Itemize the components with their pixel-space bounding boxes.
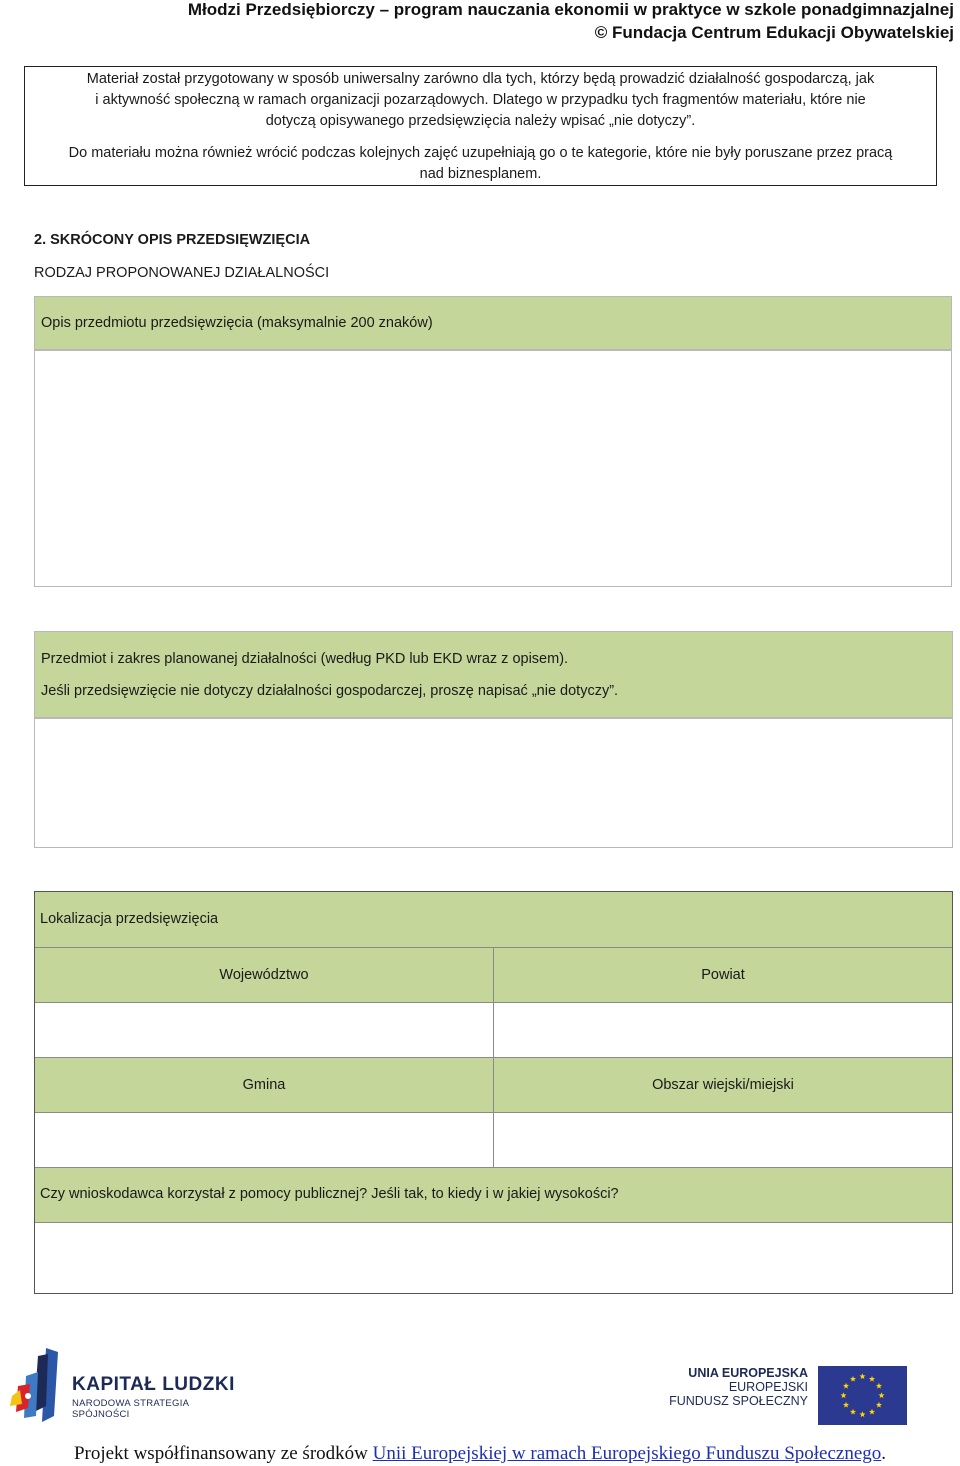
kapital-ludzki-logo: [8, 1346, 248, 1426]
description-input-area[interactable]: [34, 350, 952, 587]
notice-line: Do materiału można również wrócić podczas kolejnych zajęć uzupełniają go o te kategorie, które nie były poruszane przez pracą: [68, 145, 893, 161]
notice-line: nad biznesplanem.: [419, 166, 542, 182]
voivodeship-label: Województwo: [219, 967, 309, 983]
voivodeship-input[interactable]: [35, 1003, 493, 1057]
eu-fund-text: [660, 1366, 808, 1426]
description-label-cell: [34, 296, 952, 350]
public-aid-label-row: [35, 1168, 952, 1222]
county-label: Powiat: [701, 967, 745, 983]
eu-line2: EUROPEJSKI: [728, 1380, 808, 1394]
description-label: Opis przedmiotu przedsięwzięcia (maksymalnie 200 znaków): [41, 315, 433, 331]
location-label: Lokalizacja przedsięwzięcia: [40, 911, 219, 927]
footer-prefix: Projekt współfinansowany ze środków: [73, 1443, 373, 1464]
area-type-input[interactable]: [494, 1113, 952, 1167]
scope-label-line2: Jeśli przedsięwzięcie nie dotyczy działalności gospodarczej, proszę napisać „nie dotyczy”.: [41, 683, 619, 699]
kapital-ludzki-subtitle: NARODOWA STRATEGIA SPÓJNOŚCI: [72, 1398, 189, 1420]
document-header-copyright: © Fundacja Centrum Edukacji Obywatelskiej: [594, 23, 954, 42]
notice-box: [24, 66, 937, 186]
location-label-row: [35, 892, 952, 947]
eu-flag-icon: [818, 1366, 907, 1425]
location-table: [34, 891, 953, 1294]
section-subtitle: RODZAJ PROPONOWANEJ DZIAŁALNOŚCI: [34, 265, 330, 281]
scope-input-area[interactable]: [34, 718, 953, 848]
footer-cofinancing-note: [0, 1443, 960, 1465]
county-input[interactable]: [494, 1003, 952, 1057]
scope-label-line1: Przedmiot i zakres planowanej działalności (według PKD lub EKD wraz z opisem).: [41, 651, 569, 667]
footer-link[interactable]: Unii Europejskiej w ramach Europejskiego Funduszu Społecznego: [372, 1443, 882, 1464]
kapital-ludzki-title: KAPITAŁ LUDZKI: [72, 1374, 235, 1395]
area-type-label: Obszar wiejski/miejski: [652, 1077, 794, 1093]
municipality-label: Gmina: [242, 1077, 286, 1093]
notice-line: Materiał został przygotowany w sposób uniwersalny zarówno dla tych, którzy będą prowadzić działalność gospodarczą, jak: [86, 71, 875, 87]
eu-line3: FUNDUSZ SPOŁECZNY: [669, 1394, 808, 1408]
scope-label-cell: [34, 631, 953, 718]
footer-suffix: .: [881, 1443, 887, 1464]
eu-line1: UNIA EUROPEJSKA: [688, 1366, 808, 1380]
public-aid-label: Czy wnioskodawca korzystał z pomocy publicznej? Jeśli tak, to kiedy i w jakiej wysokości?: [40, 1186, 619, 1202]
kapital-ludzki-emblem-icon: [8, 1346, 70, 1424]
document-header-title: Młodzi Przedsiębiorczy – program nauczania ekonomii w praktyce w szkole ponadgimnazjalnej: [187, 0, 954, 19]
notice-line: dotyczą opisywanego przedsięwzięcia należy wpisać „nie dotyczy”.: [265, 113, 696, 129]
section-title: 2. SKRÓCONY OPIS PRZEDSIĘWZIĘCIA: [34, 232, 311, 248]
public-aid-input[interactable]: [35, 1223, 952, 1293]
municipality-input[interactable]: [35, 1113, 493, 1167]
notice-line: i aktywność społeczną w ramach organizacji pozarządowych. Dlatego w przypadku tych fragmentów materiału, które nie: [95, 92, 866, 108]
